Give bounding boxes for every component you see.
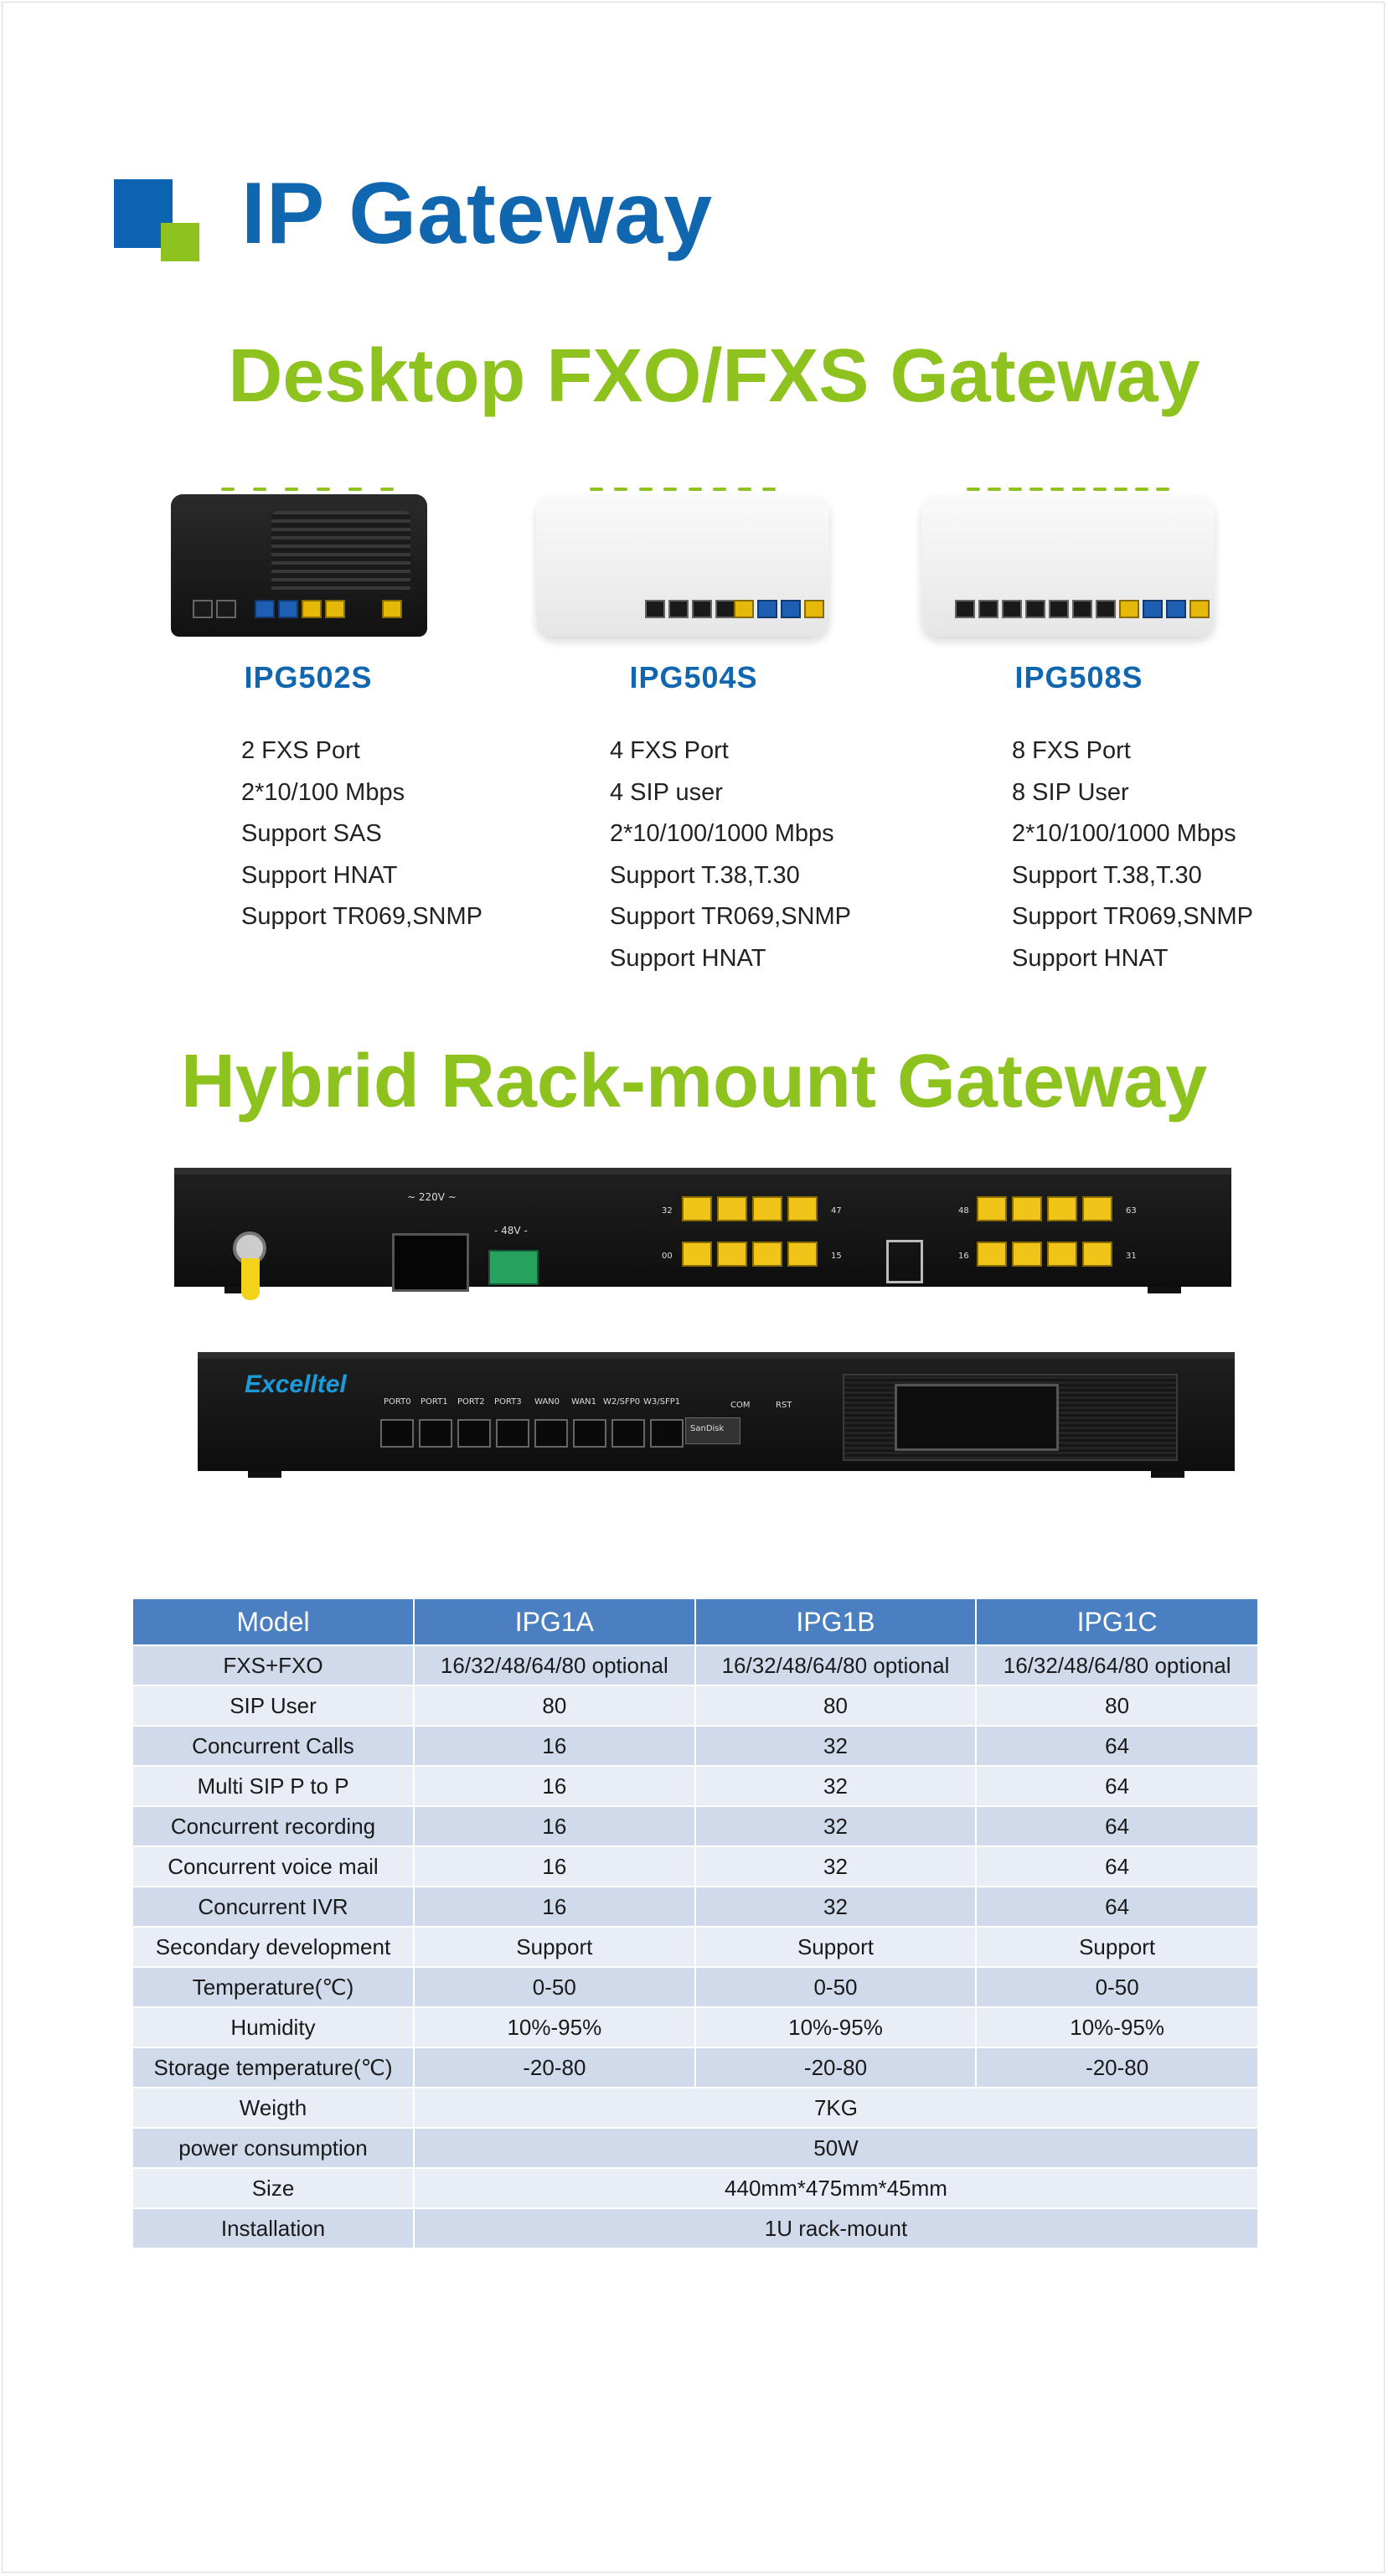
feature-item: 8 FXS Port [1012,737,1131,764]
row-label: Multi SIP P to P [132,1766,414,1806]
ipg504s-device-image [536,494,829,637]
row-label: Installation [132,2208,414,2248]
table-row [132,2128,1257,2168]
column-header: IPG1A [414,1599,695,1645]
fxs-port-group [682,1242,818,1267]
feature-item: Support HNAT [241,861,398,889]
table-cell: 32 [695,1887,977,1927]
feature-item: 4 SIP user [610,778,723,806]
table-cell-merged: 7KG [414,2088,1257,2128]
table-cell: 32 [695,1766,977,1806]
port-label: 15 [831,1252,842,1261]
table-cell: 16 [414,1806,695,1846]
product-feature-list [241,730,482,938]
page-title: IP Gateway [241,165,714,262]
table-cell: -20-80 [414,2047,695,2088]
rack-back-panel-image [174,1174,1231,1287]
port-label: PORT3 [494,1397,522,1407]
hybrid-section-title: Hybrid Rack-mount Gateway [180,1040,1208,1123]
feature-item: Support SAS [241,820,382,847]
table-row [132,2088,1257,2128]
table-cell: 0-50 [414,1967,695,2007]
port-label: WAN0 [534,1397,560,1407]
port-label: 48 [958,1206,969,1216]
table-row [132,1967,1257,2007]
column-header: IPG1B [695,1599,977,1645]
feature-item: Support HNAT [1012,944,1169,972]
ipg502s-device-image [171,494,427,637]
fxs-port-group [977,1196,1112,1221]
table-cell: 64 [976,1887,1257,1927]
product-model-name: IPG504S [629,660,758,694]
table-row [132,2208,1257,2248]
table-cell: Support [695,1927,977,1967]
table-row [132,1726,1257,1766]
port-label: 00 [662,1252,673,1261]
port-label: W2/SFP0 [603,1397,641,1407]
table-cell: 64 [976,1766,1257,1806]
table-cell: 80 [695,1685,977,1726]
port-label: 32 [662,1206,673,1216]
table-cell: 32 [695,1726,977,1766]
port-label: 16 [958,1252,969,1261]
row-label: Concurrent Calls [132,1726,414,1766]
table-cell: -20-80 [976,2047,1257,2088]
table-cell-merged: 50W [414,2128,1257,2168]
table-cell: 32 [695,1806,977,1846]
table-row [132,1685,1257,1726]
table-row [132,1887,1257,1927]
row-label: Concurrent IVR [132,1887,414,1927]
power-socket-icon [392,1233,469,1292]
table-row [132,2007,1257,2047]
table-row [132,1927,1257,1967]
brand-logo-icon [114,179,199,261]
row-label: Size [132,2168,414,2208]
table-cell: 16 [414,1766,695,1806]
feature-item: Support TR069,SNMP [1012,903,1253,930]
feature-item: Support T.38,T.30 [1012,861,1202,889]
drive-bay-icon [843,1374,1178,1461]
row-label: Concurrent recording [132,1806,414,1846]
feature-item: 4 FXS Port [610,737,729,764]
row-label: Storage temperature(℃) [132,2047,414,2088]
row-label: Concurrent voice mail [132,1846,414,1887]
port-label: W3/SFP1 [643,1397,681,1407]
dc-terminal-icon [488,1250,539,1285]
row-label: Humidity [132,2007,414,2047]
table-cell: Support [414,1927,695,1967]
feature-item: Support TR069,SNMP [241,903,482,930]
rst-label: RST [776,1401,792,1410]
table-cell-merged: 440mm*475mm*45mm [414,2168,1257,2208]
product-model-name: IPG508S [1014,660,1143,694]
row-label: power consumption [132,2128,414,2168]
column-header: IPG1C [976,1599,1257,1645]
product-feature-list [1012,730,1253,979]
table-cell-merged: 1U rack-mount [414,2208,1257,2248]
table-cell: 10%-95% [976,2007,1257,2047]
rack-front-panel-image [198,1359,1235,1471]
row-label: Temperature(℃) [132,1967,414,2007]
table-cell: 10%-95% [414,2007,695,2047]
table-cell: 0-50 [976,1967,1257,2007]
spec-table [132,1599,1257,2249]
fxs-port-group [682,1196,818,1221]
feature-item: 2*10/100 Mbps [241,778,405,806]
sd-label: SanDisk [690,1424,725,1433]
table-row [132,2047,1257,2088]
feature-item: Support T.38,T.30 [610,861,800,889]
port-label: 31 [1126,1252,1137,1261]
table-cell: 16 [414,1846,695,1887]
table-cell: 80 [976,1685,1257,1726]
table-cell: 16 [414,1887,695,1927]
feature-item: 8 SIP User [1012,778,1129,806]
feature-item: Support HNAT [610,944,766,972]
port-label: PORT0 [384,1397,411,1407]
ethernet-port-group [380,1419,684,1448]
table-cell: 16/32/48/64/80 optional [976,1645,1257,1685]
power-label: ~ 220V ~ [407,1191,457,1203]
table-cell: 0-50 [695,1967,977,2007]
row-label: FXS+FXO [132,1645,414,1685]
port-label: 63 [1126,1206,1137,1216]
dc-label: - 48V - [494,1225,528,1236]
front-brand-logo: Excelltel [245,1371,347,1398]
port-label: PORT1 [421,1397,448,1407]
table-cell: Support [976,1927,1257,1967]
table-cell: 10%-95% [695,2007,977,2047]
row-label: Weigth [132,2088,414,2128]
table-cell: 80 [414,1685,695,1726]
table-cell: 32 [695,1846,977,1887]
table-cell: 64 [976,1726,1257,1766]
table-row [132,1806,1257,1846]
table-header-row [132,1599,1257,1645]
table-row [132,2168,1257,2208]
ipg508s-device-image [921,494,1215,637]
feature-item: 2*10/100/1000 Mbps [1012,820,1236,847]
table-row [132,1846,1257,1887]
table-cell: 16 [414,1726,695,1766]
feature-item: Support TR069,SNMP [610,903,851,930]
row-label: Secondary development [132,1927,414,1967]
feature-item: 2 FXS Port [241,737,360,764]
table-cell: -20-80 [695,2047,977,2088]
table-cell: 16/32/48/64/80 optional [695,1645,977,1685]
column-header: Model [132,1599,414,1645]
table-row [132,1766,1257,1806]
feature-item: 2*10/100/1000 Mbps [610,820,834,847]
table-cell: 64 [976,1846,1257,1887]
product-feature-list [610,730,851,979]
com-label: COM [730,1401,751,1410]
table-cell: 64 [976,1806,1257,1846]
product-model-name: IPG502S [244,660,373,694]
port-label: 47 [831,1206,842,1216]
table-row [132,1645,1257,1685]
row-label: SIP User [132,1685,414,1726]
fxs-port-group [977,1242,1112,1267]
rj45-port-icon [886,1240,923,1283]
table-cell: 16/32/48/64/80 optional [414,1645,695,1685]
port-label: PORT2 [457,1397,485,1407]
port-label: WAN1 [571,1397,597,1407]
desktop-section-title: Desktop FXO/FXS Gateway [228,334,1200,418]
